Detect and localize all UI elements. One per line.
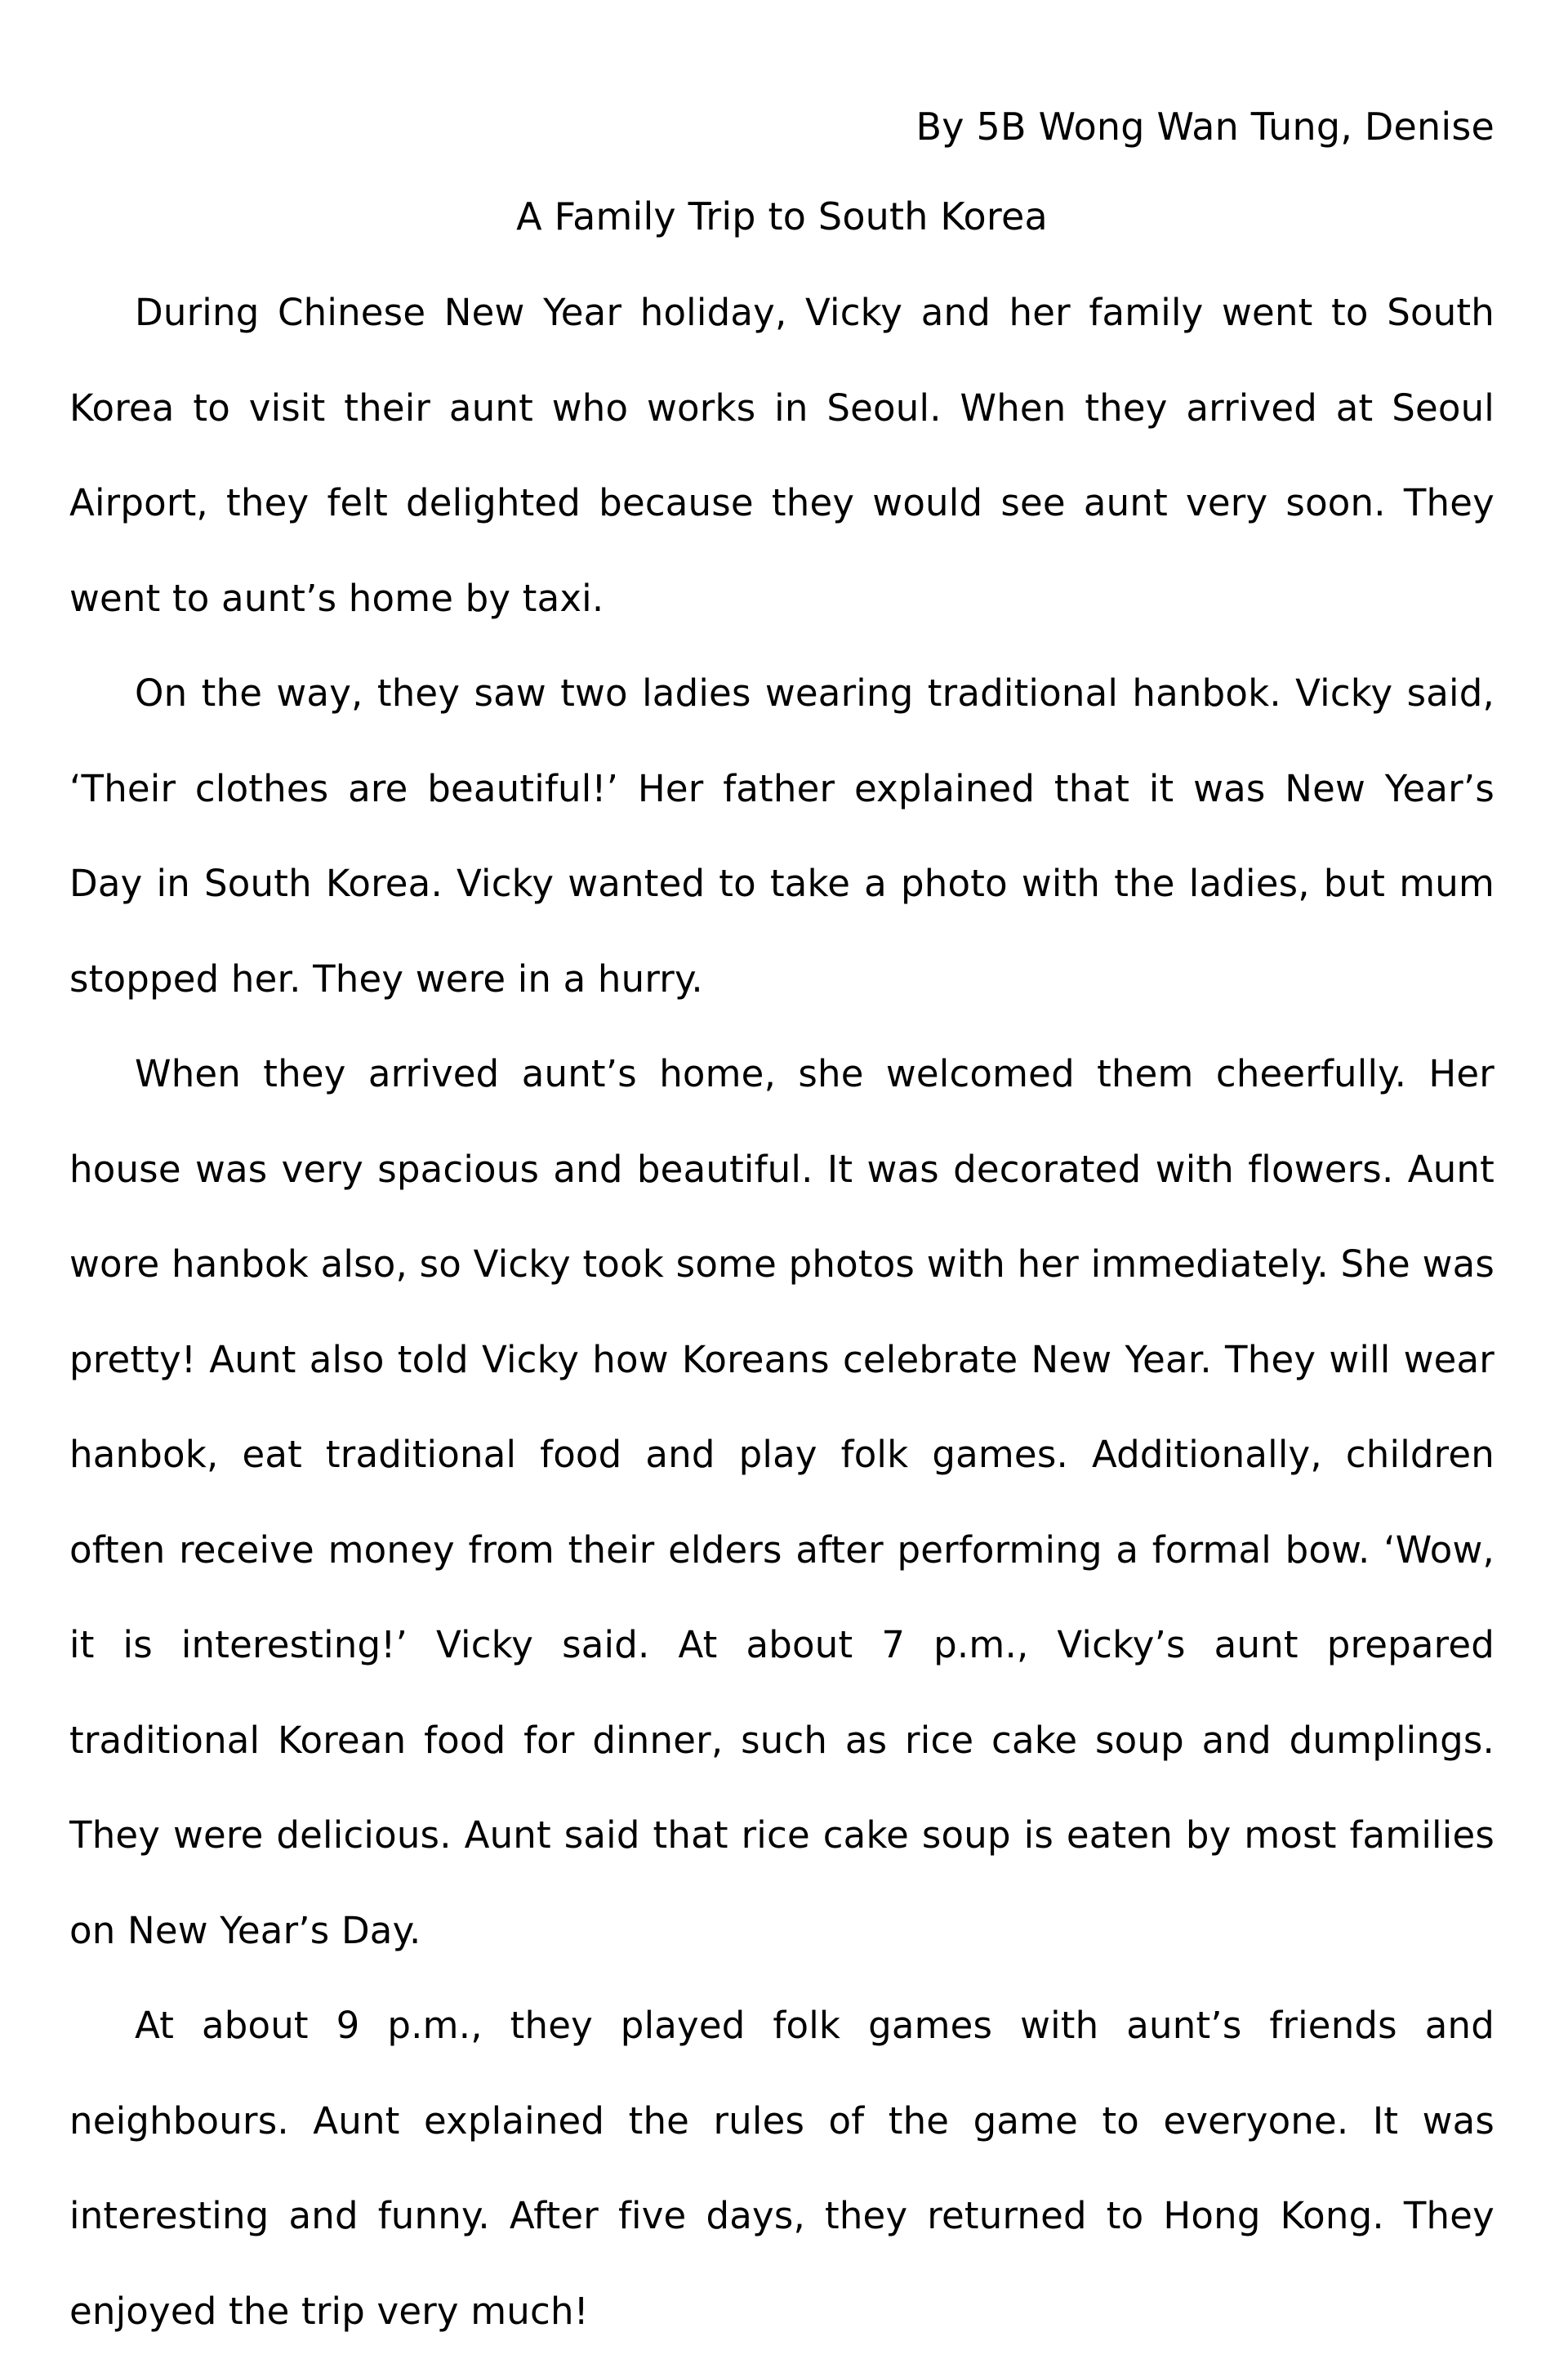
- paragraph-1: During Chinese New Year holiday, Vicky and her family went to South Korea to visit their aunt who works in Seoul. When they arrived at Seoul Airport, they felt delighted because they would see aunt very soon. They went to aunt’s home by taxi.: [69, 291, 1494, 620]
- author-line: By 5B Wong Wan Tung, Denise: [915, 105, 1494, 149]
- paragraph-4: At about 9 p.m., they played folk games with aunt’s friends and neighbours. Aunt explained the rules of the game to everyone. It was interesting and funny. After five days, they returned to Hong Kong. They enjoyed the trip very much!: [69, 2004, 1494, 2333]
- paragraph-3: When they arrived aunt’s home, she welcomed them cheerfully. Her house was very spacious and beautiful. It was decorated with flowers. Aunt wore hanbok also, so Vicky took some photos with her immediately. She was pretty! Aunt also told Vicky how Koreans celebrate New Year. They will wear hanbok, eat traditional food and play folk games. Additionally, children often receive money from their elders after performing a formal bow. ‘Wow, it is interesting!’ Vicky said. At about 7 p.m., Vicky’s aunt prepared traditional Korean food for dinner, such as rice cake soup and dumplings. They were delicious. Aunt said that rice cake soup is eaten by most families on New Year’s Day.: [69, 1052, 1494, 1952]
- paragraph-2: On the way, they saw two ladies wearing traditional hanbok. Vicky said, ‘Their clothes are beautiful!’ Her father explained that it was New Year’s Day in South Korea. Vicky wanted to take a photo with the ladies, but mum stopped her. They were in a hurry.: [69, 671, 1494, 1001]
- document-title: A Family Trip to South Korea: [516, 194, 1048, 239]
- document-page: [69, 90, 1494, 2359]
